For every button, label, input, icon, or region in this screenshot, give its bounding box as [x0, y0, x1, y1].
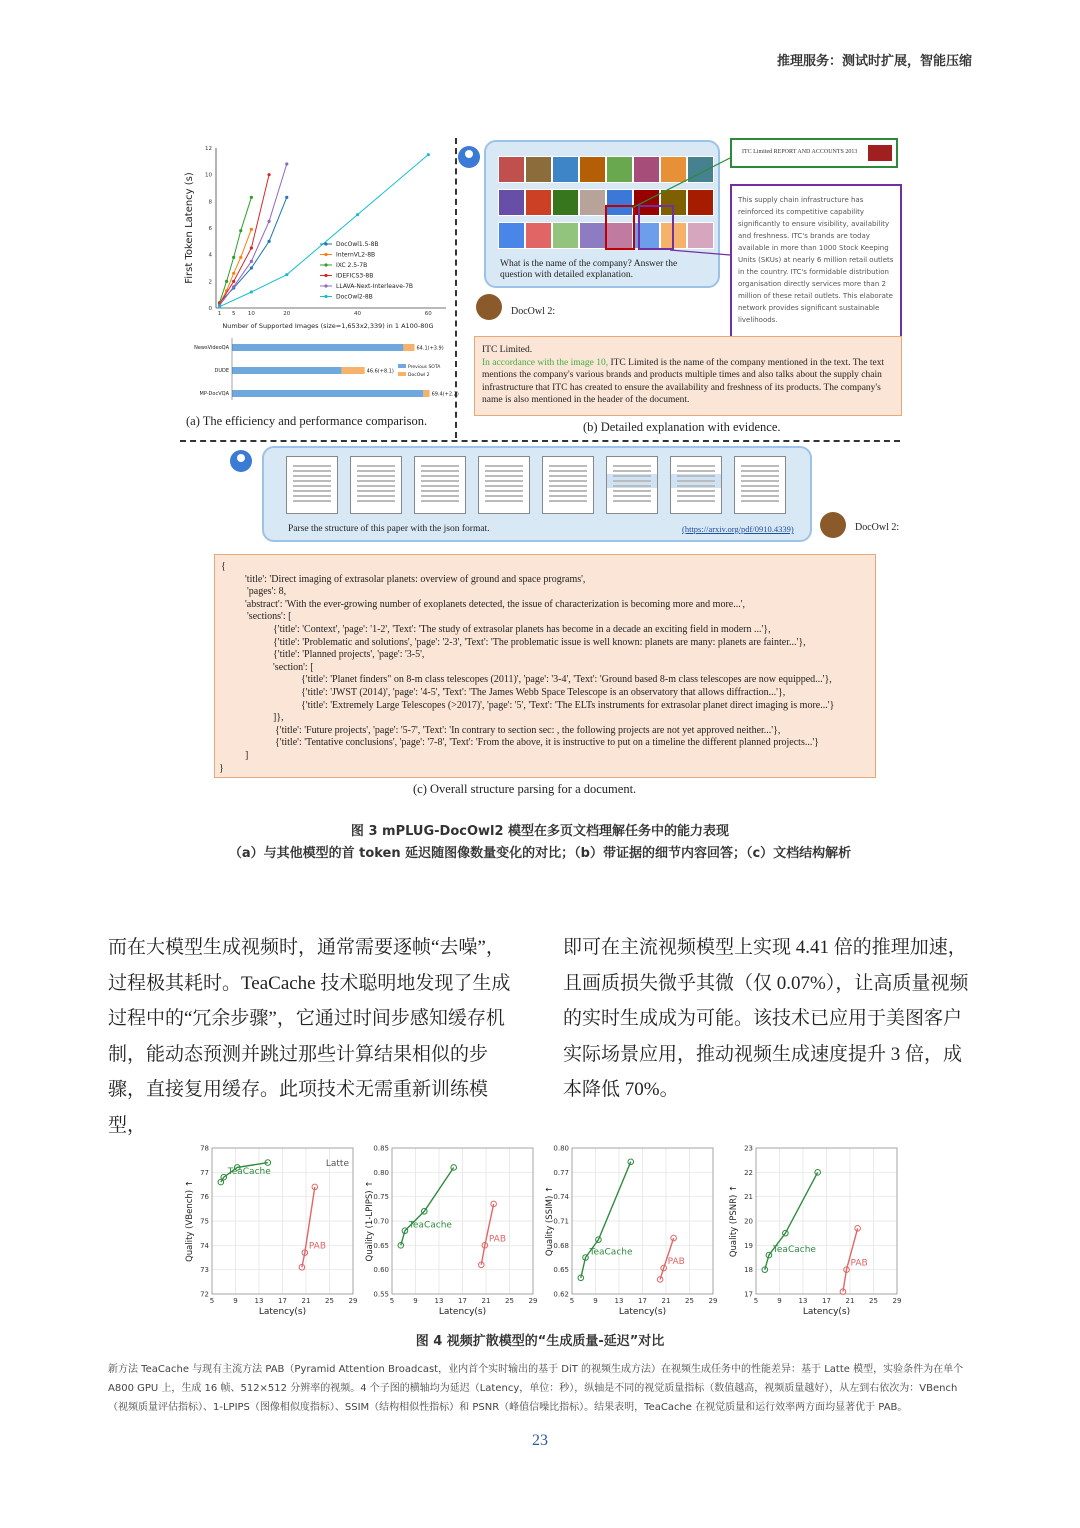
x-axis-label: Latency(s)	[618, 1307, 667, 1317]
bot-name-c: DocOwl 2:	[855, 522, 900, 533]
data-point	[232, 272, 235, 275]
performance-bar-chart	[178, 336, 459, 408]
data-point	[250, 260, 253, 263]
x-tick-label: 1	[217, 311, 222, 317]
json-line: {'title': 'Planet finders" on 8-m class telescopes (2011)', 'page': '3-4', 'Text': 'Ground based 8-m class telescopes are now equipped...'},	[301, 674, 832, 686]
data-point	[427, 153, 430, 156]
series-label: PAB	[667, 1257, 685, 1268]
json-line: 'title': 'Direct imaging of extrasolar planets: overview of ground and space programs',	[245, 573, 586, 585]
series-label: PAB	[308, 1241, 327, 1252]
json-line: {'title': 'Tentative conclusions', 'page': '7-8', 'Text': 'From the above, it is instructive to put on a timeline the different planned projects...'}	[275, 737, 819, 749]
page-thumbnail	[498, 222, 525, 249]
legend-label: DocOwl2-8B	[336, 293, 373, 301]
page-thumbnail	[525, 222, 552, 249]
data-point	[239, 256, 242, 259]
x-tick-label: 29	[708, 1297, 718, 1305]
page-thumbnail	[525, 156, 552, 183]
json-line: 'section': [	[273, 661, 314, 673]
paper-page-thumbnail	[670, 456, 722, 514]
bar-previous-sota	[232, 344, 403, 351]
json-answer-box	[214, 554, 876, 778]
y-tick-label: 78	[200, 1144, 209, 1153]
json-line: {	[221, 561, 226, 572]
x-tick-label: 17	[278, 1297, 287, 1305]
latency-line-chart	[178, 140, 453, 335]
latency-chart-ylabel: First Token Latency (s)	[184, 172, 195, 284]
x-tick-label: 9	[777, 1297, 782, 1305]
bar-legend-label: DocOwl 2	[408, 373, 430, 378]
legend-label: LLAVA-Next-Interleave-7B	[336, 283, 414, 290]
quality-latency-chart	[358, 1142, 538, 1317]
data-point	[356, 213, 359, 216]
answer-highlight-b: In accordance with the image 10,	[482, 357, 609, 368]
panel-b-caption: (b) Detailed explanation with evidence.	[583, 420, 781, 434]
body-paragraph-right: 即可在主流视频模型上实现 4.41 倍的推理加速，且画质损失微乎其微（仅 0.07%），让高质量视频的实时生成成为可能。该技术已应用于美图客户实际场景应用，推动视频生成速度提升 3 倍，成本降低 70%。	[563, 937, 969, 1100]
y-tick-label: 77	[200, 1168, 209, 1177]
latency-chart-xlabel: Number of Supported Images (size=1,653x2,339) in 1 A100-80G	[222, 322, 434, 330]
legend-marker	[324, 284, 327, 287]
y-tick-label: 0.75	[373, 1193, 389, 1202]
series-line	[220, 197, 287, 302]
answer-box-b	[474, 336, 902, 416]
json-line: ]	[245, 750, 249, 761]
x-tick-label: 21	[845, 1297, 855, 1305]
y-tick-label: 8	[208, 199, 212, 206]
y-tick-label: 20	[744, 1217, 753, 1226]
data-point	[267, 220, 270, 223]
quality-latency-chart	[538, 1142, 718, 1317]
legend-marker	[324, 242, 327, 245]
x-tick-label: 29	[528, 1297, 538, 1305]
bar-previous-sota	[232, 390, 423, 397]
x-tick-label: 21	[301, 1297, 311, 1305]
quality-latency-chart	[178, 1142, 358, 1317]
data-point	[225, 280, 228, 283]
paper-page-thumbnail	[350, 456, 402, 514]
json-line: 'pages': 8,	[247, 586, 287, 598]
x-tick-label: 5	[569, 1297, 575, 1305]
y-tick-label: 21	[744, 1193, 753, 1202]
page-thumbnail	[552, 156, 579, 183]
y-tick-label: 0.85	[373, 1144, 389, 1153]
page-thumbnail	[498, 189, 525, 216]
x-tick-label: 25	[685, 1297, 694, 1305]
bar-category-label: DUDE	[214, 368, 229, 374]
data-point	[218, 305, 221, 308]
evidence-text: This supply chain infrastructure has reinforced its competitive capability significantly to ensure visibility, availability and freshness. ITC's brands are today available in more than 1000 Stock Keeping Units (SKUs) at nearly 6 million retail outlets in the country. ITC's formidable distribution organisation directly services more than 2 million of these retail outlets. This elaborate network provides significant sustainable livelihoods.	[738, 196, 894, 324]
x-tick-label: 5	[389, 1297, 395, 1305]
data-point	[250, 246, 253, 249]
data-point	[250, 290, 253, 293]
x-tick-label: 21	[481, 1297, 491, 1305]
x-tick-label: 29	[348, 1297, 358, 1305]
json-line: 'abstract': 'With the ever-growing number of exoplanets detected, the issue of characterization is becoming more and more...',	[245, 598, 746, 610]
y-tick-label: 2	[208, 279, 212, 286]
data-point	[285, 273, 288, 276]
series-line	[581, 1162, 631, 1278]
x-tick-label: 25	[505, 1297, 514, 1305]
data-point	[250, 266, 253, 269]
json-line: {'title': 'Future projects', 'page': '5-7', 'Text': 'In contrary to section sec: , the following projects are not yet approved neither...'},	[275, 724, 781, 736]
x-tick-label: 29	[892, 1297, 902, 1305]
page-thumbnail	[498, 156, 525, 183]
x-tick-label: 17	[638, 1297, 647, 1305]
bar-docowl2-gain	[342, 367, 365, 374]
paper-page-thumbnail	[542, 456, 594, 514]
x-axis-label: Latency(s)	[802, 1307, 851, 1317]
y-tick-label: 10	[205, 172, 212, 179]
x-tick-label: 5	[209, 1297, 215, 1305]
data-point	[267, 240, 270, 243]
json-line: {'title': 'Context', 'page': '1-2', 'Text': 'The study of extrasolar planets has become in a decade an exciting field in modern ...'},	[273, 624, 771, 635]
answer-title-b: ITC Limited.	[482, 345, 533, 355]
paper-page-thumbnail	[286, 456, 338, 514]
x-tick-label: 40	[354, 311, 362, 317]
bar-docowl2-gain	[403, 344, 414, 351]
legend-marker	[324, 295, 327, 298]
bot-name-b: DocOwl 2:	[511, 306, 556, 317]
page-thumbnail	[525, 189, 552, 216]
y-tick-label: 0.77	[553, 1168, 569, 1177]
x-tick-label: 20	[283, 311, 291, 317]
series-line	[220, 229, 252, 304]
x-tick-label: 5	[231, 311, 236, 317]
series-line	[401, 1167, 454, 1245]
data-point	[285, 196, 288, 199]
paper-page-thumbnail	[414, 456, 466, 514]
data-point	[239, 229, 242, 232]
legend-label: InternVL2-8B	[336, 251, 376, 259]
json-line: ]},	[273, 712, 284, 724]
series-label: TeaCache	[408, 1220, 452, 1231]
x-tick-label: 5	[753, 1297, 759, 1305]
paper-page-thumbnail	[734, 456, 786, 514]
paper-page-thumbnail	[606, 456, 658, 514]
y-tick-label: 0.55	[373, 1290, 389, 1299]
legend-marker	[324, 274, 327, 277]
y-tick-label: 72	[200, 1290, 209, 1299]
y-axis-label: Quality (SSIM) ↑	[545, 1185, 555, 1257]
report-logo	[868, 145, 892, 161]
question-text-b: What is the name of the company? Answer the question with detailed explanation.	[500, 259, 678, 280]
data-point	[267, 173, 270, 176]
x-axis-label: Latency(s)	[438, 1307, 487, 1317]
bar-legend-swatch	[398, 372, 406, 376]
legend-label: DocOwl1.5-8B	[336, 241, 379, 248]
report-header-box	[730, 138, 898, 168]
figure-4-title: 图 4 视频扩散模型的“生成质量-延迟”对比	[415, 1334, 665, 1349]
x-tick-label: 9	[413, 1297, 418, 1305]
report-header-text: ITC Limited REPORT AND ACCOUNTS 2013	[742, 149, 858, 155]
y-tick-label: 0.68	[553, 1241, 569, 1250]
data-point	[232, 280, 235, 283]
bar-value-label: 69.4(+2.2)	[431, 391, 459, 398]
legend-marker	[324, 263, 327, 266]
y-tick-label: 76	[200, 1193, 209, 1202]
x-tick-label: 13	[798, 1297, 808, 1305]
owl-bot-icon-c	[820, 512, 846, 538]
y-tick-label: 23	[744, 1144, 753, 1153]
source-link[interactable]: (https://arxiv.org/pdf/0910.4339)	[682, 524, 794, 534]
data-point	[628, 1159, 634, 1165]
panel-a-caption: (a) The efficiency and performance comparison.	[186, 414, 428, 428]
owl-bot-icon	[476, 294, 502, 320]
json-line: {'title': 'Extremely Large Telescopes (>2017)', 'page': '5', 'Text': 'The ELTs instruments for extrasolar planet direct imaging is more...'}	[301, 699, 835, 711]
data-point	[232, 256, 235, 259]
json-line: {'title': 'Problematic and solutions', 'page': '2-3', 'Text': 'The problematic issue is well known: planets are many: planets are fainter...'},	[273, 636, 806, 648]
figure-3-title: 图 3 mPLUG-DocOwl2 模型在多页文档理解任务中的能力表现	[350, 824, 730, 839]
series-line	[220, 197, 252, 302]
bar-value-label: 64.1(+3.9)	[416, 345, 444, 352]
x-tick-label: 25	[325, 1297, 334, 1305]
y-axis-label: Quality (VBench) ↑	[185, 1180, 195, 1262]
y-tick-label: 12	[205, 146, 212, 152]
y-tick-label: 17	[744, 1290, 753, 1299]
x-tick-label: 9	[233, 1297, 238, 1305]
legend-marker	[324, 253, 327, 256]
data-point	[250, 196, 253, 199]
figure-3-subtitle: （a）与其他模型的首 token 延迟随图像数量变化的对比；（b）带证据的细节内容回答；（c）文档结构解析	[228, 846, 852, 861]
x-axis-label: Latency(s)	[258, 1307, 307, 1317]
y-tick-label: 0.80	[373, 1168, 389, 1177]
series-label: PAB	[850, 1258, 868, 1269]
page-thumbnail	[552, 222, 579, 249]
x-tick-label: 60	[424, 311, 432, 317]
y-tick-label: 0.80	[553, 1144, 569, 1153]
y-tick-label: 0.71	[553, 1217, 569, 1226]
x-tick-label: 13	[434, 1297, 444, 1305]
y-tick-label: 6	[208, 226, 212, 232]
bar-docowl2-gain	[423, 390, 429, 397]
paper-page-thumbnail	[478, 456, 530, 514]
series-label: TeaCache	[772, 1245, 816, 1256]
data-point	[250, 228, 253, 231]
legend-label: IXC 2.5-7B	[336, 262, 368, 269]
user-avatar-icon-c	[230, 450, 252, 472]
y-axis-label: Quality (1-LPIPS) ↑	[365, 1180, 375, 1262]
question-text-c: Parse the structure of this paper with the json format.	[288, 524, 490, 534]
x-tick-label: 25	[869, 1297, 878, 1305]
json-line: {'title': 'Planned projects', 'page': '3-5',	[273, 649, 425, 661]
y-tick-label: 74	[200, 1241, 209, 1250]
y-tick-label: 73	[200, 1266, 209, 1275]
user-avatar-icon	[458, 146, 480, 168]
running-header: 推理服务：测试时扩展，智能压缩	[776, 54, 972, 69]
x-tick-label: 9	[593, 1297, 598, 1305]
evidence-connector-lines	[600, 150, 735, 260]
x-tick-label: 21	[661, 1297, 671, 1305]
panel-c-caption: (c) Overall structure parsing for a document.	[413, 782, 637, 796]
y-tick-label: 22	[744, 1168, 753, 1177]
body-paragraph-left: 而在大模型生成视频时，通常需要逐帧“去噪”，过程极其耗时。TeaCache 技术聪明地发现了生成过程中的“冗余步骤”，它通过时间步感知缓存机制，能动态预测并跳过那些计算结果相似的步骤，直接复用缓存。此项技术无需重新训练模型，	[108, 937, 511, 1136]
y-tick-label: 0.65	[373, 1241, 389, 1250]
chart-annotation: Latte	[325, 1159, 349, 1169]
y-axis-label: Quality (PSNR) ↑	[729, 1184, 739, 1258]
y-tick-label: 0	[208, 306, 212, 312]
y-tick-label: 19	[744, 1241, 753, 1250]
question-bubble-c	[262, 446, 812, 542]
x-tick-label: 17	[458, 1297, 467, 1305]
x-tick-label: 13	[254, 1297, 264, 1305]
x-tick-label: 17	[822, 1297, 831, 1305]
bar-value-label: 46.6(+8.1)	[366, 368, 394, 375]
bar-previous-sota	[232, 367, 342, 374]
y-tick-label: 0.65	[553, 1266, 569, 1275]
figure-4-note: 新方法 TeaCache 与现有主流方法 PAB（Pyramid Attention Broadcast，业内首个实时输出的基于 DiT 的视频生成方法）在视频生成任务中的性能差异：基于 Latte 模型，实验条件为在单个 A800 GPU 上，生成 16 帧、512×512 分辨率的视频。4 个子图的横轴均为延迟（Latency，单位：秒），纵轴是不同的视觉质量指标（数值越高，视频质量越好），从左到右依次为：VBench（视频质量评估指标）、1-LPIPS（图像相似度指标）、SSIM（结构相似性指标）和 PSNR（峰值信噪比指标）。结果表明，TeaCache 在视觉质量和运行效率两方面均显著优于 PAB。	[108, 1364, 964, 1413]
json-line: }	[219, 762, 224, 774]
page-number: 23	[532, 1432, 548, 1449]
series-label: TeaCache	[227, 1167, 271, 1178]
evidence-text-box	[730, 184, 902, 344]
y-tick-label: 4	[208, 252, 212, 259]
y-tick-label: 0.70	[373, 1217, 389, 1226]
series-label: TeaCache	[589, 1247, 633, 1258]
json-line: 'sections': [	[247, 611, 292, 623]
x-tick-label: 13	[614, 1297, 624, 1305]
bar-legend-label: Previous SOTA	[408, 365, 441, 370]
y-tick-label: 75	[200, 1217, 209, 1226]
json-line: {'title': 'JWST (2014)', 'page': '4-5', 'Text': 'The James Webb Space Telescope is an observatory that allows diffraction...'},	[301, 687, 786, 698]
bar-category-label: NewsVideoQA	[194, 345, 229, 351]
series-label: PAB	[488, 1234, 507, 1245]
y-tick-label: 0.60	[373, 1266, 389, 1275]
page-thumbnail	[552, 189, 579, 216]
x-tick-label: 10	[247, 311, 255, 317]
y-tick-label: 18	[744, 1266, 753, 1275]
bar-legend-swatch	[398, 364, 406, 368]
bar-category-label: MP-DocVQA	[199, 391, 229, 397]
y-tick-label: 0.62	[553, 1290, 569, 1299]
answer-body-b: ITC Limited is the name of the company mentioned in the text. The text mentions the company's various brands and products multiple times and also talks about the supply chain infrastructure that ITC has created to ensure the availability and freshness of its products. The company's name is also mentioned in the header of the document.	[482, 357, 885, 405]
data-point	[285, 162, 288, 165]
data-point	[232, 285, 235, 288]
quality-latency-chart	[722, 1142, 902, 1317]
panel-divider-horizontal	[180, 440, 900, 442]
y-tick-label: 0.74	[553, 1193, 569, 1202]
legend-label: IDEFICS3-8B	[336, 272, 374, 280]
